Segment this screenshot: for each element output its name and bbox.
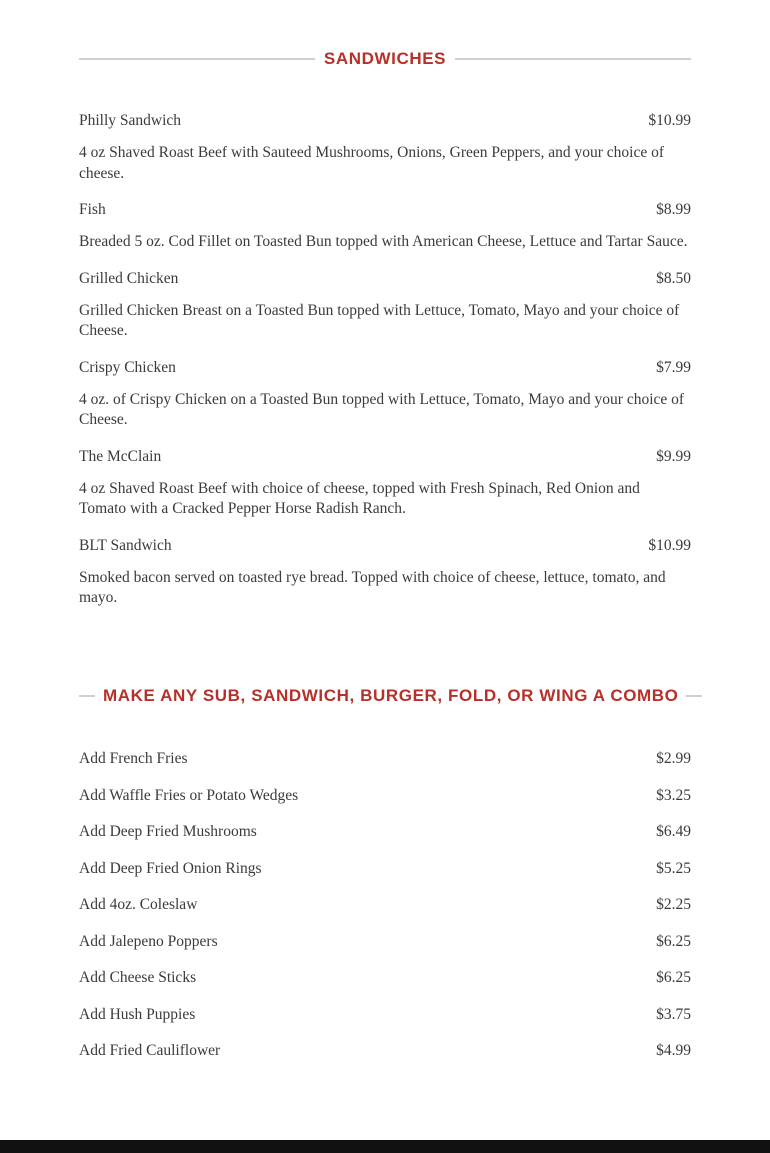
menu-item	[79, 536, 691, 609]
addon-item	[79, 859, 691, 896]
item-name: Crispy Chicken	[79, 358, 176, 376]
item-name: Grilled Chicken	[79, 269, 179, 287]
item-price: $10.99	[648, 536, 691, 554]
item-name: Fish	[79, 201, 106, 218]
addon-item	[79, 895, 691, 932]
header-rule-right	[686, 695, 702, 697]
addon-name: Add French Fries	[79, 750, 188, 767]
header-rule-left	[79, 58, 315, 60]
addon-item	[79, 749, 691, 786]
addon-item	[79, 822, 691, 859]
item-price: $9.99	[656, 447, 691, 465]
addon-name: Add Jalepeno Poppers	[79, 932, 218, 950]
item-name: BLT Sandwich	[79, 536, 172, 554]
header-rule-right	[455, 58, 691, 60]
item-price: $10.99	[648, 112, 691, 129]
item-price: $8.50	[656, 269, 691, 287]
item-price: $8.99	[656, 201, 691, 218]
addon-price: $5.25	[656, 859, 691, 877]
addon-item	[79, 968, 691, 1005]
item-description: Grilled Chicken Breast on a Toasted Bun topped with Lettuce, Tomato, Mayo and your choice of Cheese.	[79, 301, 680, 339]
addon-name: Add Deep Fried Mushrooms	[79, 823, 257, 840]
addon-name: Add Deep Fried Onion Rings	[79, 859, 262, 877]
addon-item	[79, 1005, 691, 1042]
addon-price: $4.99	[656, 1042, 691, 1059]
item-name: The McClain	[79, 447, 162, 465]
footer-bar	[0, 1140, 770, 1153]
addon-name: Add Hush Puppies	[79, 1005, 196, 1023]
item-description: 4 oz Shaved Roast Beef with Sauteed Mushrooms, Onions, Green Peppers, and your choice of cheese.	[79, 144, 665, 182]
addon-name: Add Waffle Fries or Potato Wedges	[79, 786, 299, 804]
menu-item	[79, 200, 691, 253]
item-price: $7.99	[656, 358, 691, 376]
item-name: Philly Sandwich	[79, 112, 182, 129]
item-description: 4 oz Shaved Roast Beef with choice of cheese, topped with Fresh Spinach, Red Onion and Tomato with a Cracked Pepper Horse Radish Ranch.	[79, 479, 640, 517]
item-description: 4 oz. of Crispy Chicken on a Toasted Bun topped with Lettuce, Tomato, Mayo and your choice of Cheese.	[79, 390, 685, 428]
addon-price: $6.25	[656, 969, 691, 986]
addon-item	[79, 932, 691, 969]
addon-item	[79, 786, 691, 823]
addon-price: $3.75	[656, 1005, 691, 1023]
sandwiches-title: SANDWICHES	[323, 49, 447, 68]
combo-title: MAKE ANY SUB, SANDWICH, BURGER, FOLD, OR WING A COMBO	[103, 686, 679, 705]
combo-list	[79, 749, 691, 1078]
sandwiches-header	[79, 49, 691, 69]
addon-item	[79, 1041, 691, 1078]
menu-item	[79, 269, 691, 342]
combo-header	[79, 686, 691, 706]
header-rule-left	[79, 695, 95, 697]
menu-item	[79, 358, 691, 431]
addon-name: Add Cheese Sticks	[79, 969, 197, 986]
menu-item	[79, 447, 691, 520]
addon-price: $6.49	[656, 823, 691, 840]
addon-price: $2.25	[656, 896, 691, 913]
sandwich-list	[79, 111, 691, 625]
item-description: Breaded 5 oz. Cod Fillet on Toasted Bun topped with American Cheese, Lettuce and Tartar Sauce.	[79, 233, 688, 250]
item-description: Smoked bacon served on toasted rye bread. Topped with choice of cheese, lettuce, tomato, and mayo.	[79, 568, 666, 606]
addon-name: Add Fried Cauliflower	[79, 1042, 221, 1059]
addon-price: $3.25	[656, 786, 691, 804]
addon-price: $2.99	[656, 750, 691, 767]
addon-price: $6.25	[656, 932, 691, 950]
addon-name: Add 4oz. Coleslaw	[79, 896, 198, 913]
menu-item	[79, 111, 691, 184]
